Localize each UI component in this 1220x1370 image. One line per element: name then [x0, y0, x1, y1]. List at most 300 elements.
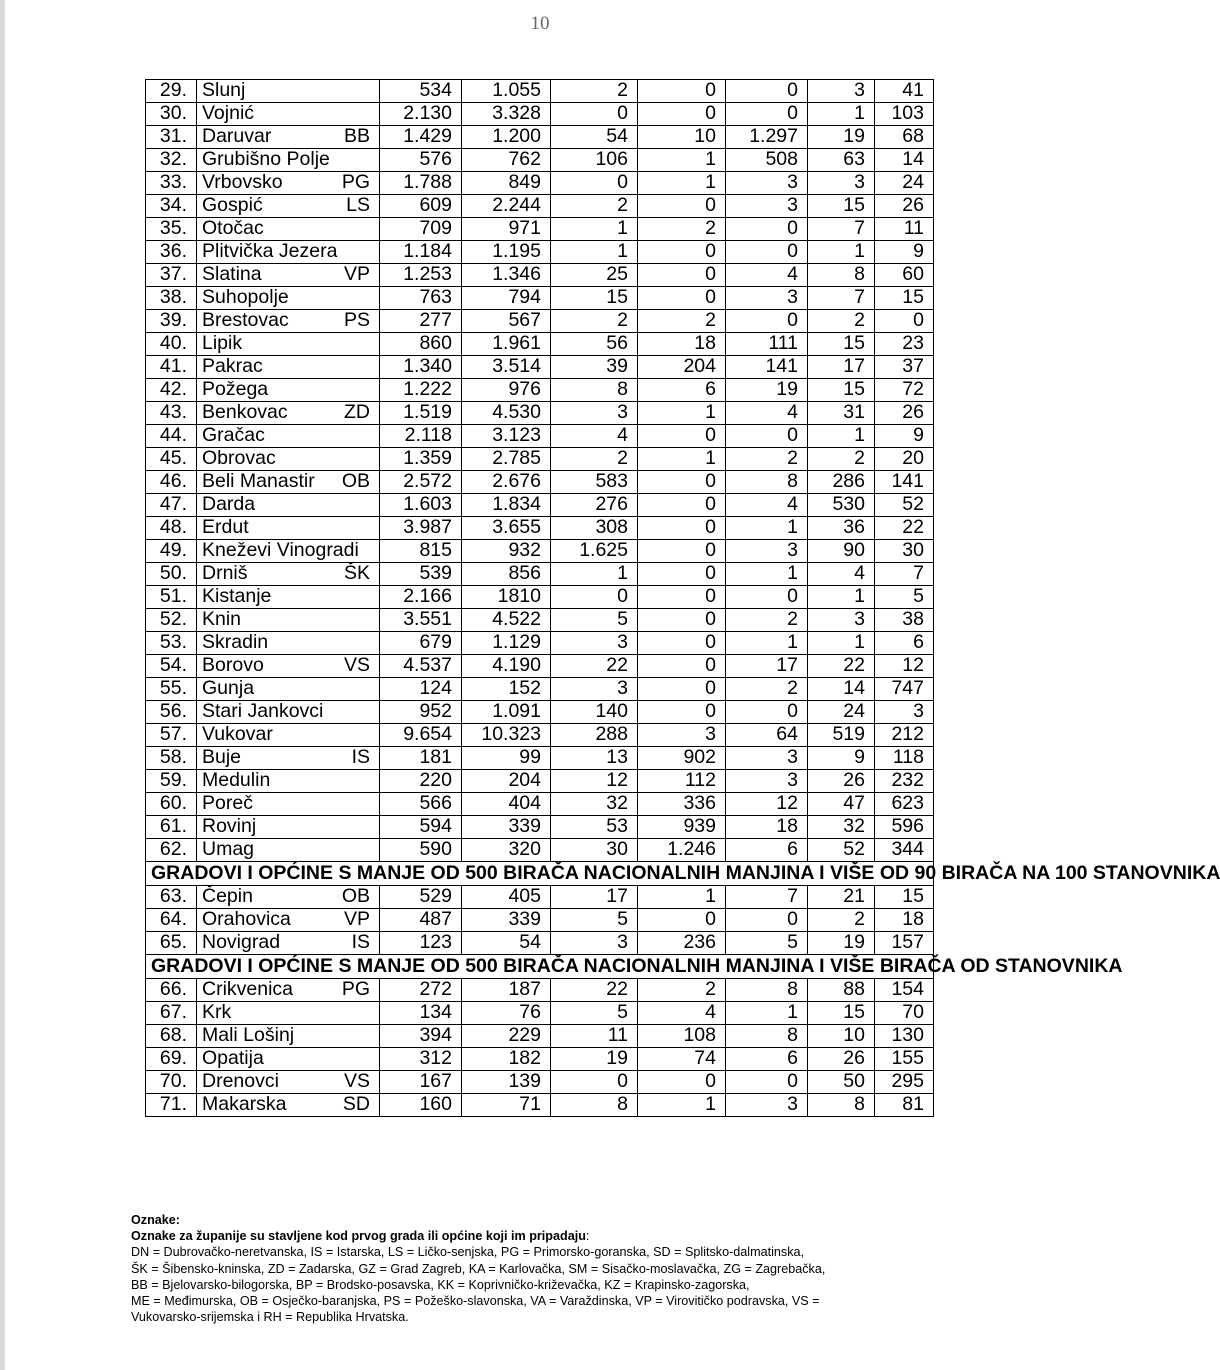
value-cell: 47 — [808, 793, 875, 816]
value-cell: 20 — [875, 448, 934, 471]
value-cell: 23 — [875, 333, 934, 356]
value-cell: 17 — [551, 886, 638, 909]
municipality-name: Crikvenica — [202, 978, 294, 1001]
value-cell: 212 — [875, 724, 934, 747]
value-cell: 19 — [726, 379, 808, 402]
municipality-cell — [197, 218, 380, 241]
value-cell: 404 — [462, 793, 551, 816]
value-cell: 0 — [726, 1071, 808, 1094]
value-cell: 1 — [726, 563, 808, 586]
value-cell: 2.785 — [462, 448, 551, 471]
municipality-cell — [197, 540, 380, 563]
table-row — [146, 678, 934, 701]
value-cell: 22 — [808, 655, 875, 678]
county-code: PG — [341, 171, 370, 194]
value-cell: 139 — [462, 1071, 551, 1094]
row-number: 32. — [146, 149, 197, 172]
municipality-cell — [197, 195, 380, 218]
value-cell: 2 — [726, 609, 808, 632]
table-row — [146, 979, 934, 1002]
value-cell: 2 — [638, 218, 726, 241]
value-cell: 1.184 — [380, 241, 462, 264]
municipality-name: Opatija — [202, 1047, 264, 1070]
value-cell: 952 — [380, 701, 462, 724]
row-number: 57. — [146, 724, 197, 747]
value-cell: 8 — [726, 1025, 808, 1048]
value-cell: 6 — [875, 632, 934, 655]
value-cell: 1 — [638, 1094, 726, 1117]
value-cell: 976 — [462, 379, 551, 402]
county-code: PG — [341, 978, 370, 1001]
value-cell: 141 — [726, 356, 808, 379]
municipality-cell — [197, 678, 380, 701]
row-number: 42. — [146, 379, 197, 402]
municipality-name: Rovinj — [202, 815, 257, 838]
value-cell: 4 — [726, 494, 808, 517]
value-cell: 14 — [875, 149, 934, 172]
table-row — [146, 909, 934, 932]
value-cell: 4.522 — [462, 609, 551, 632]
value-cell: 590 — [380, 839, 462, 862]
table-body-top — [146, 80, 934, 862]
value-cell: 140 — [551, 701, 638, 724]
row-number: 30. — [146, 103, 197, 126]
table-row — [146, 701, 934, 724]
value-cell: 567 — [462, 310, 551, 333]
municipality-name: Pakrac — [202, 355, 263, 378]
row-number: 50. — [146, 563, 197, 586]
row-number: 66. — [146, 979, 197, 1002]
value-cell: 39 — [551, 356, 638, 379]
county-code: ŠK — [343, 562, 370, 585]
county-code: VP — [343, 263, 370, 286]
municipality-cell — [197, 586, 380, 609]
value-cell: 0 — [551, 103, 638, 126]
value-cell: 19 — [551, 1048, 638, 1071]
municipality-cell — [197, 655, 380, 678]
value-cell: 7 — [875, 563, 934, 586]
table-body-middle — [146, 886, 934, 955]
row-number: 54. — [146, 655, 197, 678]
value-cell: 112 — [638, 770, 726, 793]
value-cell: 0 — [638, 909, 726, 932]
table-row — [146, 886, 934, 909]
row-number: 45. — [146, 448, 197, 471]
value-cell: 1.625 — [551, 540, 638, 563]
row-number: 67. — [146, 1002, 197, 1025]
table-row — [146, 632, 934, 655]
value-cell: 8 — [551, 379, 638, 402]
value-cell: 747 — [875, 678, 934, 701]
municipality-cell — [197, 1002, 380, 1025]
value-cell: 5 — [875, 586, 934, 609]
value-cell: 5 — [551, 609, 638, 632]
municipality-cell — [197, 563, 380, 586]
county-code: BB — [343, 125, 370, 148]
value-cell: 0 — [638, 494, 726, 517]
row-number: 35. — [146, 218, 197, 241]
value-cell: 320 — [462, 839, 551, 862]
municipality-cell — [197, 1048, 380, 1071]
county-code: LS — [346, 194, 370, 217]
value-cell: 229 — [462, 1025, 551, 1048]
table-row — [146, 747, 934, 770]
value-cell: 0 — [638, 632, 726, 655]
value-cell: 534 — [380, 80, 462, 103]
municipality-name: Medulin — [202, 769, 271, 792]
value-cell: 0 — [638, 517, 726, 540]
value-cell: 52 — [808, 839, 875, 862]
row-number: 61. — [146, 816, 197, 839]
value-cell: 295 — [875, 1071, 934, 1094]
value-cell: 1 — [551, 241, 638, 264]
value-cell: 2.118 — [380, 425, 462, 448]
value-cell: 4.530 — [462, 402, 551, 425]
page-number: 10 — [530, 13, 550, 34]
notes-line: BB = Bjelovarsko-bilogorska, BP = Brodsko-posavska, KK = Koprivničko-križevačka, KZ = Krapinsko-zagorska, — [131, 1277, 750, 1292]
value-cell: 1.346 — [462, 264, 551, 287]
value-cell: 19 — [808, 932, 875, 955]
row-number: 68. — [146, 1025, 197, 1048]
value-cell: 3 — [726, 172, 808, 195]
municipality-cell — [197, 149, 380, 172]
value-cell: 54 — [551, 126, 638, 149]
value-cell: 1 — [808, 103, 875, 126]
value-cell: 0 — [726, 103, 808, 126]
value-cell: 15 — [808, 1002, 875, 1025]
row-number: 51. — [146, 586, 197, 609]
value-cell: 1.834 — [462, 494, 551, 517]
value-cell: 13 — [551, 747, 638, 770]
municipality-cell — [197, 1025, 380, 1048]
value-cell: 10.323 — [462, 724, 551, 747]
table-row — [146, 1071, 934, 1094]
table-row — [146, 402, 934, 425]
value-cell: 22 — [875, 517, 934, 540]
table-row — [146, 932, 934, 955]
table-row — [146, 793, 934, 816]
value-cell: 0 — [638, 655, 726, 678]
value-cell: 709 — [380, 218, 462, 241]
value-cell: 60 — [875, 264, 934, 287]
table-row — [146, 1094, 934, 1117]
municipality-cell — [197, 241, 380, 264]
value-cell: 276 — [551, 494, 638, 517]
table-row — [146, 586, 934, 609]
municipality-name: Lipik — [202, 332, 243, 355]
municipality-name: Stari Jankovci — [202, 700, 324, 723]
value-cell: 38 — [875, 609, 934, 632]
row-number: 40. — [146, 333, 197, 356]
row-number: 71. — [146, 1094, 197, 1117]
value-cell: 0 — [875, 310, 934, 333]
notes-line: DN = Dubrovačko-neretvanska, IS = Istarska, LS = Ličko-senjska, PG = Primorsko-goranska, SD = Splitsko-dalmatinska, — [131, 1245, 804, 1260]
value-cell: 15 — [808, 333, 875, 356]
municipality-name: Novigrad — [202, 931, 281, 954]
county-code: IS — [351, 931, 370, 954]
municipality-cell — [197, 126, 380, 149]
value-cell: 1 — [808, 586, 875, 609]
value-cell: 30 — [875, 540, 934, 563]
value-cell: 1.222 — [380, 379, 462, 402]
row-number: 48. — [146, 517, 197, 540]
value-cell: 19 — [808, 126, 875, 149]
value-cell: 1.246 — [638, 839, 726, 862]
value-cell: 72 — [875, 379, 934, 402]
value-cell: 339 — [462, 816, 551, 839]
value-cell: 81 — [875, 1094, 934, 1117]
value-cell: 2 — [726, 448, 808, 471]
municipality-cell — [197, 701, 380, 724]
row-number: 63. — [146, 886, 197, 909]
value-cell: 8 — [726, 979, 808, 1002]
value-cell: 272 — [380, 979, 462, 1002]
municipality-cell — [197, 287, 380, 310]
value-cell: 405 — [462, 886, 551, 909]
value-cell: 30 — [551, 839, 638, 862]
row-number: 58. — [146, 747, 197, 770]
value-cell: 0 — [551, 1071, 638, 1094]
value-cell: 232 — [875, 770, 934, 793]
value-cell: 2 — [638, 310, 726, 333]
value-cell: 12 — [875, 655, 934, 678]
row-number: 31. — [146, 126, 197, 149]
row-number: 41. — [146, 356, 197, 379]
value-cell: 794 — [462, 287, 551, 310]
row-number: 47. — [146, 494, 197, 517]
value-cell: 2 — [551, 310, 638, 333]
value-cell: 2 — [808, 909, 875, 932]
value-cell: 3 — [808, 172, 875, 195]
row-number: 44. — [146, 425, 197, 448]
value-cell: 7 — [726, 886, 808, 909]
value-cell: 0 — [726, 218, 808, 241]
value-cell: 0 — [638, 563, 726, 586]
value-cell: 88 — [808, 979, 875, 1002]
value-cell: 8 — [808, 264, 875, 287]
table-row — [146, 103, 934, 126]
value-cell: 3 — [726, 770, 808, 793]
table-row — [146, 471, 934, 494]
value-cell: 0 — [638, 1071, 726, 1094]
value-cell: 31 — [808, 402, 875, 425]
value-cell: 3 — [726, 287, 808, 310]
value-cell: 487 — [380, 909, 462, 932]
value-cell: 134 — [380, 1002, 462, 1025]
value-cell: 130 — [875, 1025, 934, 1048]
table-row — [146, 816, 934, 839]
value-cell: 0 — [638, 540, 726, 563]
value-cell: 24 — [808, 701, 875, 724]
value-cell: 24 — [875, 172, 934, 195]
value-cell: 26 — [875, 195, 934, 218]
value-cell: 71 — [462, 1094, 551, 1117]
value-cell: 1 — [638, 402, 726, 425]
municipality-cell — [197, 932, 380, 955]
value-cell: 1.091 — [462, 701, 551, 724]
value-cell: 70 — [875, 1002, 934, 1025]
value-cell: 111 — [726, 333, 808, 356]
value-cell: 1 — [808, 632, 875, 655]
municipality-name: Vojnić — [202, 102, 255, 125]
value-cell: 8 — [726, 471, 808, 494]
value-cell: 539 — [380, 563, 462, 586]
value-cell: 220 — [380, 770, 462, 793]
value-cell: 1 — [638, 172, 726, 195]
value-cell: 1.359 — [380, 448, 462, 471]
value-cell: 286 — [808, 471, 875, 494]
value-cell: 0 — [638, 241, 726, 264]
value-cell: 0 — [726, 586, 808, 609]
value-cell: 596 — [875, 816, 934, 839]
value-cell: 1 — [808, 241, 875, 264]
municipality-cell — [197, 172, 380, 195]
value-cell: 26 — [875, 402, 934, 425]
value-cell: 18 — [875, 909, 934, 932]
value-cell: 3 — [551, 678, 638, 701]
value-cell: 74 — [638, 1048, 726, 1071]
municipality-name: Benkovac — [202, 401, 288, 424]
value-cell: 15 — [551, 287, 638, 310]
value-cell: 68 — [875, 126, 934, 149]
municipality-cell — [197, 793, 380, 816]
value-cell: 2.130 — [380, 103, 462, 126]
value-cell: 182 — [462, 1048, 551, 1071]
county-code: OB — [341, 470, 370, 493]
section-heading-2 — [146, 955, 1123, 979]
value-cell: 971 — [462, 218, 551, 241]
value-cell: 90 — [808, 540, 875, 563]
value-cell: 3.123 — [462, 425, 551, 448]
value-cell: 118 — [875, 747, 934, 770]
value-cell: 123 — [380, 932, 462, 955]
value-cell: 7 — [808, 287, 875, 310]
municipality-name: Drenovci — [202, 1070, 279, 1093]
notes-title: Oznake: — [131, 1213, 180, 1227]
value-cell: 25 — [551, 264, 638, 287]
table-row — [146, 724, 934, 747]
value-cell: 204 — [462, 770, 551, 793]
municipality-cell — [197, 770, 380, 793]
value-cell: 141 — [875, 471, 934, 494]
table-row — [146, 218, 934, 241]
value-cell: 336 — [638, 793, 726, 816]
value-cell: 0 — [726, 80, 808, 103]
value-cell: 339 — [462, 909, 551, 932]
value-cell: 6 — [726, 839, 808, 862]
value-cell: 0 — [638, 425, 726, 448]
value-cell: 5 — [551, 1002, 638, 1025]
value-cell: 2 — [808, 310, 875, 333]
municipality-cell — [197, 632, 380, 655]
municipality-name: Slatina — [202, 263, 262, 286]
table-row — [146, 1048, 934, 1071]
municipality-cell — [197, 724, 380, 747]
value-cell: 0 — [638, 609, 726, 632]
table-row — [146, 195, 934, 218]
municipality-cell — [197, 886, 380, 909]
value-cell: 15 — [808, 379, 875, 402]
value-cell: 0 — [726, 241, 808, 264]
value-cell: 1.253 — [380, 264, 462, 287]
value-cell: 106 — [551, 149, 638, 172]
row-number: 33. — [146, 172, 197, 195]
value-cell: 10 — [808, 1025, 875, 1048]
value-cell: 154 — [875, 979, 934, 1002]
value-cell: 4 — [726, 402, 808, 425]
value-cell: 108 — [638, 1025, 726, 1048]
value-cell: 3 — [726, 195, 808, 218]
value-cell: 1810 — [462, 586, 551, 609]
notes-line: Vukovarsko-srijemska i RH = Republika Hrvatska. — [131, 1310, 409, 1325]
value-cell: 1.297 — [726, 126, 808, 149]
value-cell: 932 — [462, 540, 551, 563]
value-cell: 2.572 — [380, 471, 462, 494]
table-row — [146, 333, 934, 356]
value-cell: 2 — [551, 80, 638, 103]
value-cell: 2 — [638, 979, 726, 1002]
value-cell: 1 — [638, 886, 726, 909]
table-row — [146, 770, 934, 793]
value-cell: 939 — [638, 816, 726, 839]
row-number: 60. — [146, 793, 197, 816]
municipality-name: Gračac — [202, 424, 265, 447]
value-cell: 308 — [551, 517, 638, 540]
municipality-cell — [197, 609, 380, 632]
value-cell: 623 — [875, 793, 934, 816]
table-row — [146, 310, 934, 333]
section-heading-text: GRADOVI I OPĆINE S MANJE OD 500 BIRAČA NACIONALNIH MANJINA I VIŠE BIRAČA OD STANOVNIKA — [146, 955, 934, 979]
value-cell: 4 — [638, 1002, 726, 1025]
municipality-name: Plitvička Jezera — [202, 240, 338, 263]
value-cell: 4 — [551, 425, 638, 448]
value-cell: 0 — [726, 310, 808, 333]
municipality-cell — [197, 103, 380, 126]
section-heading-text: GRADOVI I OPĆINE S MANJE OD 500 BIRAČA NACIONALNIH MANJINA I VIŠE OD 90 BIRAČA NA 100 STANOVNIKA — [146, 862, 934, 886]
value-cell: 1 — [726, 517, 808, 540]
value-cell: 0 — [638, 586, 726, 609]
row-number: 70. — [146, 1071, 197, 1094]
value-cell: 6 — [638, 379, 726, 402]
value-cell: 56 — [551, 333, 638, 356]
table-row — [146, 839, 934, 862]
value-cell: 902 — [638, 747, 726, 770]
municipality-name: Umag — [202, 838, 255, 861]
value-cell: 530 — [808, 494, 875, 517]
municipality-cell — [197, 979, 380, 1002]
value-cell: 53 — [551, 816, 638, 839]
notes-subtitle-colon: : — [585, 1229, 590, 1244]
municipality-name: Drniš — [202, 562, 248, 585]
table-row — [146, 172, 934, 195]
notes-subtitle: Oznake za županije su stavljene kod prvog grada ili općine koji im pripadaju — [131, 1229, 586, 1244]
table-row — [146, 609, 934, 632]
value-cell: 1.429 — [380, 126, 462, 149]
value-cell: 566 — [380, 793, 462, 816]
row-number: 56. — [146, 701, 197, 724]
row-number: 36. — [146, 241, 197, 264]
value-cell: 2 — [551, 195, 638, 218]
table-row — [146, 1002, 934, 1025]
municipality-name: Mali Lošinj — [202, 1024, 295, 1047]
value-cell: 3.514 — [462, 356, 551, 379]
value-cell: 17 — [726, 655, 808, 678]
county-code: ZD — [344, 401, 370, 424]
value-cell: 8 — [808, 1094, 875, 1117]
value-cell: 11 — [875, 218, 934, 241]
value-cell: 3 — [726, 1094, 808, 1117]
value-cell: 2.676 — [462, 471, 551, 494]
